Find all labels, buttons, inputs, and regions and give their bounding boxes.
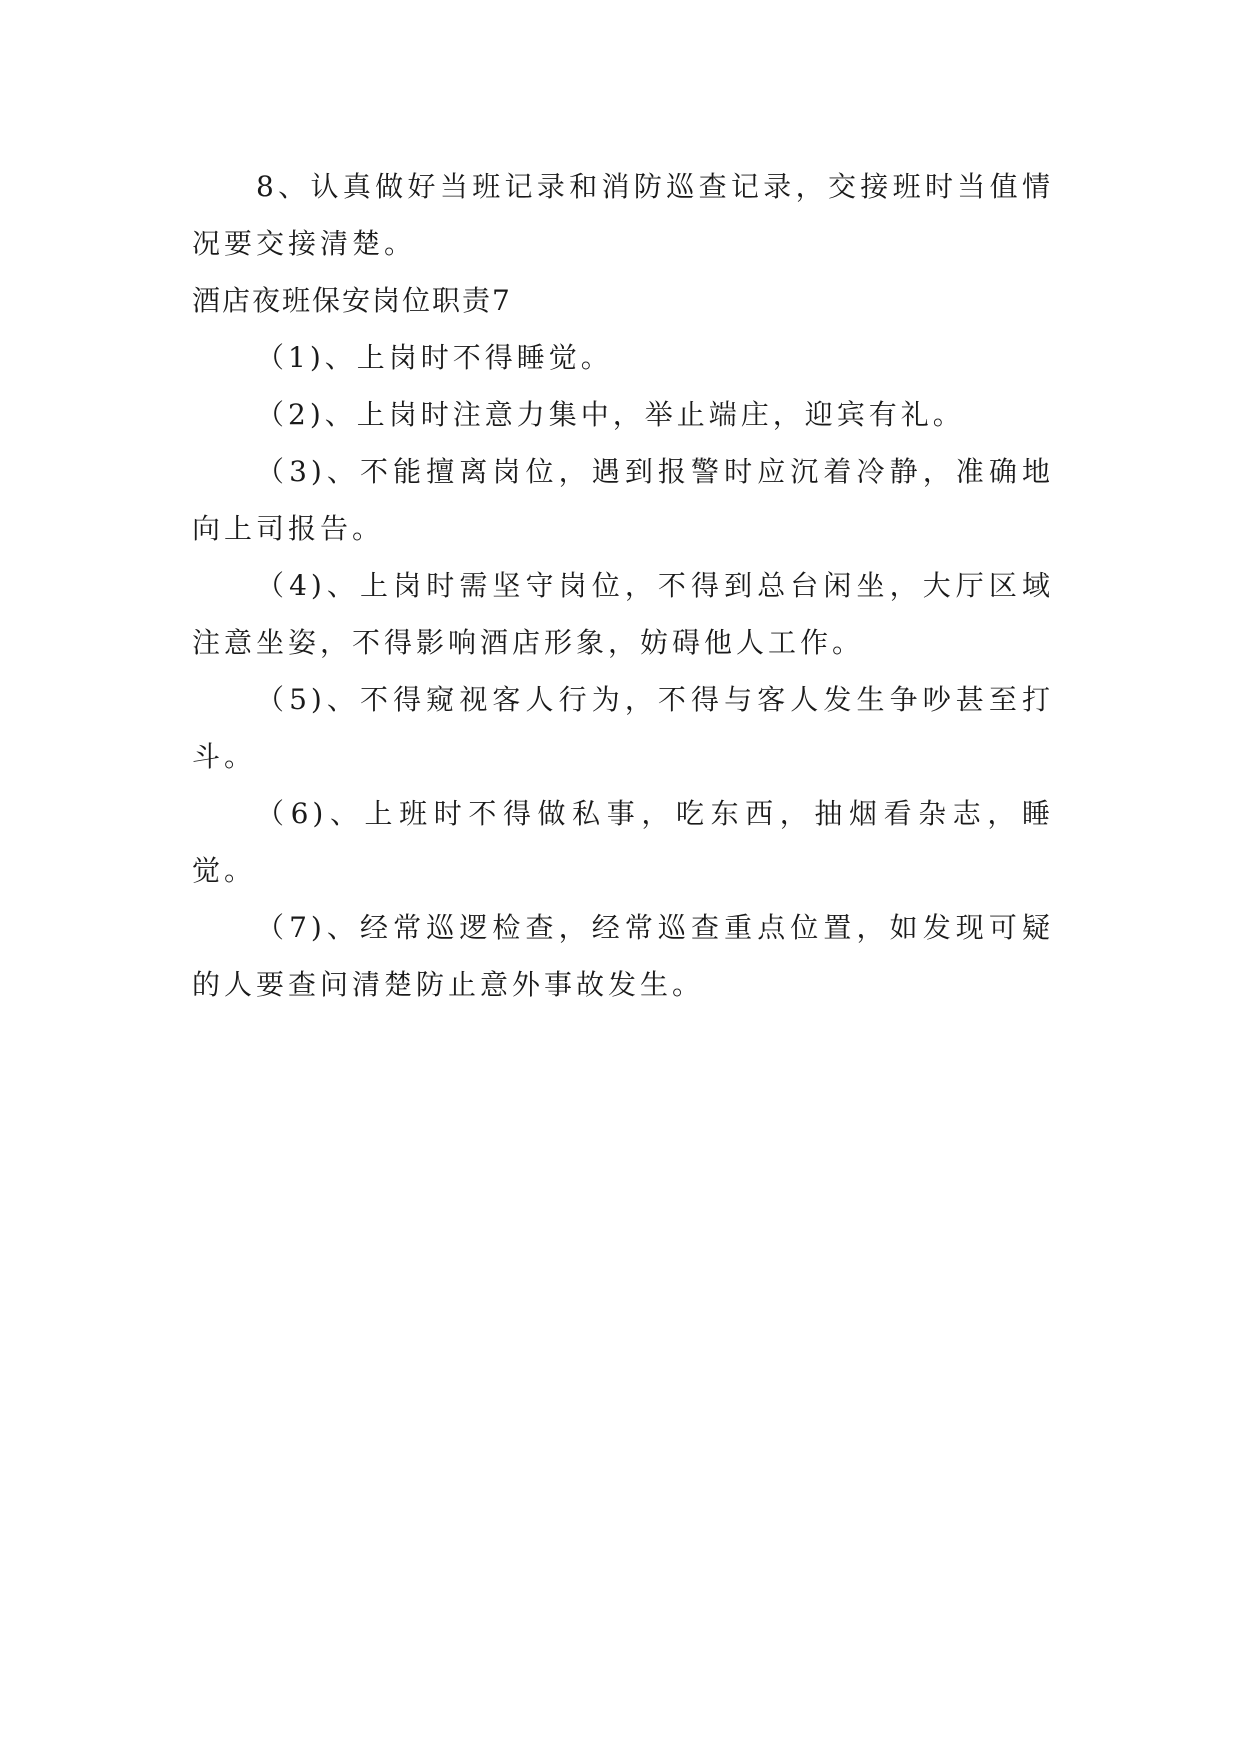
paragraph-duty-7: （7)、经常巡逻检查，经常巡查重点位置，如发现可疑的人要查问清楚防止意外事故发生。 [192, 911, 1054, 1001]
paragraph-duty-4: （4)、上岗时需坚守岗位，不得到总台闲坐，大厅区域注意坐姿，不得影响酒店形象，妨碍他人工作。 [192, 569, 1054, 659]
paragraph-duty-2: （2)、上岗时注意力集中，举止端庄，迎宾有礼。 [256, 398, 965, 431]
paragraph-item-8: 8、认真做好当班记录和消防巡查记录，交接班时当值情况要交接清楚。 [192, 170, 1054, 260]
document-page [192, 158, 1054, 1013]
paragraph-duty-3: （3)、不能擅离岗位，遇到报警时应沉着冷静，准确地向上司报告。 [192, 455, 1054, 545]
paragraph-duty-6: （6)、上班时不得做私事，吃东西，抽烟看杂志，睡觉。 [192, 797, 1054, 887]
paragraph-duty-1: （1)、上岗时不得睡觉。 [256, 341, 613, 374]
section-heading: 酒店夜班保安岗位职责7 [192, 284, 512, 317]
paragraph-duty-5: （5)、不得窥视客人行为，不得与客人发生争吵甚至打斗。 [192, 683, 1054, 773]
